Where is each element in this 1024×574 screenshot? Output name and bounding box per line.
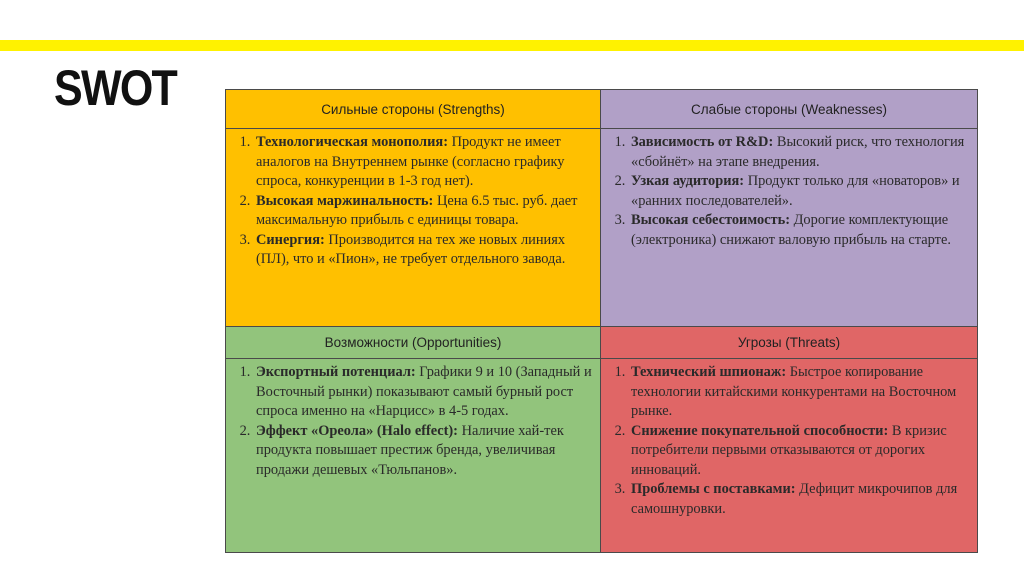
strengths-item: [254, 133, 594, 192]
opportunities-list: [226, 359, 600, 480]
threats-item-text: В кризис потребители первыми отказываются от дорогих инноваций.: [631, 422, 947, 478]
opportunities-item-term: Эффект «Ореола» (Halo effect):: [256, 422, 458, 439]
threats-item-term: Проблемы с поставками:: [631, 481, 796, 497]
weaknesses-item: [629, 211, 971, 250]
weaknesses-item-text: Дорогие комплектующие (электроника) снижают валовую прибыль на старте.: [631, 212, 951, 248]
opportunities-item-term: Экспортный потенциал:: [256, 364, 416, 380]
threats-item: [629, 363, 971, 422]
threats-header: Угрозы (Threats): [601, 327, 978, 359]
weaknesses-item-term: Высокая себестоимость:: [631, 212, 791, 228]
opportunities-item-text: Графики 9 и 10 (Западный и Восточный рынки) показывают самый бурный рост спроса именно на «Нарцисс» в 4-5 годах.: [256, 364, 592, 419]
opportunities-cell: [226, 359, 601, 553]
weaknesses-item-term: Узкая аудитория:: [631, 173, 745, 189]
weaknesses-item-term: Зависимость от R&D:: [631, 134, 774, 150]
opportunities-item-text: Наличие хай-тек продукта повышает престиж бренда, увеличивая продажи дешевых «Тюльпанов».: [256, 422, 564, 478]
threats-item-term: Технический шпионаж:: [631, 364, 787, 380]
threats-item: [629, 480, 971, 519]
strengths-item-term: Технологическая монополия:: [256, 134, 448, 150]
strengths-item-text: Продукт не имеет аналогов на Внутреннем рынке (согласно графику спроса, конкуренции в 1-3 год нет).: [256, 134, 565, 189]
opportunities-item: [254, 363, 594, 422]
swot-table: [225, 89, 978, 553]
strengths-item-term: Синергия:: [256, 231, 325, 248]
slide-title: SWOT: [54, 60, 177, 116]
threats-cell: [601, 359, 978, 553]
strengths-header: Сильные стороны (Strengths): [226, 90, 601, 129]
weaknesses-item: [629, 172, 971, 211]
weaknesses-item: [629, 133, 971, 172]
strengths-cell: [226, 129, 601, 327]
weaknesses-header: Слабые стороны (Weaknesses): [601, 90, 978, 129]
strengths-item-text: Производится на тех же новых линиях (ПЛ), что и «Пион», не требует отдельного завода.: [256, 231, 566, 267]
threats-item-term: Снижение покупательной способности:: [631, 422, 889, 439]
opportunities-header: Возможности (Opportunities): [226, 327, 601, 359]
strengths-item-text: Цена 6.5 тыс. руб. дает максимальную прибыль с единицы товара.: [256, 192, 578, 228]
weaknesses-item-text: Высокий риск, что технология «сбойнёт» на этапе внедрения.: [631, 134, 965, 170]
threats-item-text: Дефицит микрочипов для самошнуровки.: [631, 481, 958, 517]
opportunities-item: [254, 422, 594, 481]
threats-item-text: Быстрое копирование технологии китайскими конкурентами на Восточном рынке.: [631, 364, 957, 419]
strengths-item: [254, 192, 594, 231]
strengths-item-term: Высокая маржинальность:: [256, 192, 434, 209]
weaknesses-list: [601, 129, 977, 250]
weaknesses-cell: [601, 129, 978, 327]
threats-list: [601, 359, 977, 519]
weaknesses-item-text: Продукт только для «новаторов» и «ранних последователей».: [631, 173, 960, 209]
threats-item: [629, 422, 971, 481]
strengths-list: [226, 129, 600, 270]
strengths-item: [254, 231, 594, 270]
accent-bar: [0, 40, 1024, 51]
